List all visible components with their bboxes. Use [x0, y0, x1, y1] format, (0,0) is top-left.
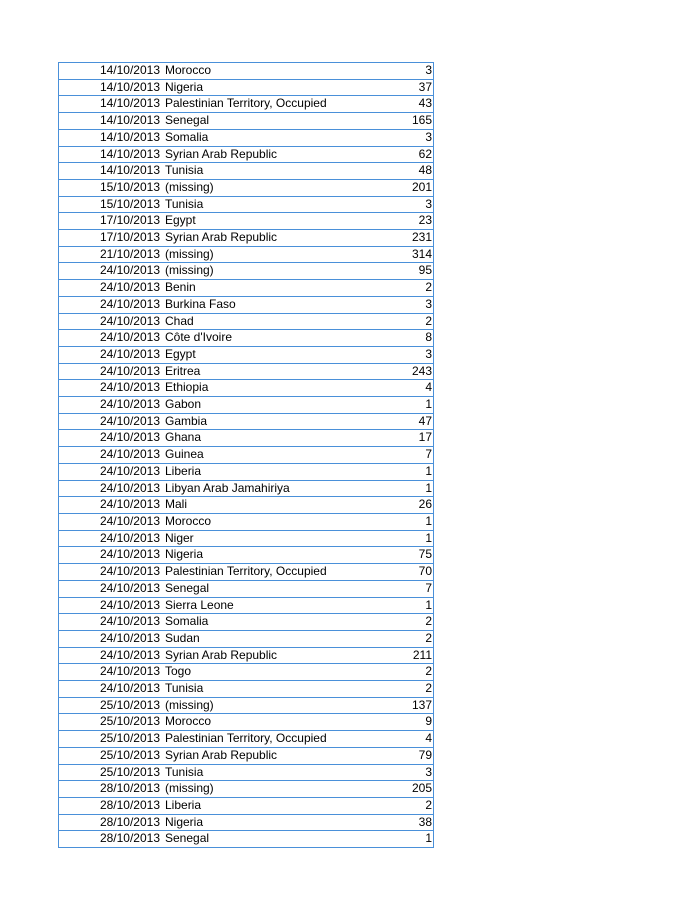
date-cell: 15/10/2013 — [59, 179, 165, 196]
date-cell: 14/10/2013 — [59, 79, 165, 96]
count-cell: 38 — [385, 814, 434, 831]
country-cell: Senegal — [164, 831, 385, 848]
table-row — [59, 781, 434, 798]
country-cell: Liberia — [164, 797, 385, 814]
date-cell: 24/10/2013 — [59, 580, 165, 597]
table-row — [59, 246, 434, 263]
count-cell: 2 — [385, 313, 434, 330]
date-cell: 24/10/2013 — [59, 513, 165, 530]
country-cell: Guinea — [164, 447, 385, 464]
count-cell: 2 — [385, 280, 434, 297]
table-row — [59, 831, 434, 848]
count-cell: 231 — [385, 230, 434, 247]
country-cell: Libyan Arab Jamahiriya — [164, 480, 385, 497]
country-cell: Liberia — [164, 463, 385, 480]
date-cell: 24/10/2013 — [59, 397, 165, 414]
country-cell: Ethiopia — [164, 380, 385, 397]
count-cell: 2 — [385, 664, 434, 681]
count-cell: 79 — [385, 747, 434, 764]
date-cell: 24/10/2013 — [59, 430, 165, 447]
country-cell: Tunisia — [164, 681, 385, 698]
country-cell: Somalia — [164, 129, 385, 146]
count-cell: 75 — [385, 547, 434, 564]
table-row — [59, 580, 434, 597]
table-row — [59, 530, 434, 547]
table-row — [59, 430, 434, 447]
table-row — [59, 614, 434, 631]
country-cell: Gabon — [164, 397, 385, 414]
date-cell: 25/10/2013 — [59, 764, 165, 781]
count-cell: 4 — [385, 731, 434, 748]
date-cell: 14/10/2013 — [59, 129, 165, 146]
date-cell: 24/10/2013 — [59, 630, 165, 647]
table-body — [59, 63, 434, 848]
count-cell: 243 — [385, 363, 434, 380]
date-cell: 24/10/2013 — [59, 681, 165, 698]
date-cell: 24/10/2013 — [59, 313, 165, 330]
country-cell: Chad — [164, 313, 385, 330]
country-cell: Ghana — [164, 430, 385, 447]
country-cell: Syrian Arab Republic — [164, 146, 385, 163]
table-row — [59, 647, 434, 664]
table-row — [59, 731, 434, 748]
date-cell: 17/10/2013 — [59, 213, 165, 230]
date-cell: 24/10/2013 — [59, 413, 165, 430]
table-row — [59, 397, 434, 414]
date-cell: 24/10/2013 — [59, 263, 165, 280]
country-cell: (missing) — [164, 179, 385, 196]
date-cell: 14/10/2013 — [59, 96, 165, 113]
country-cell: Senegal — [164, 580, 385, 597]
table-row — [59, 747, 434, 764]
country-cell: Tunisia — [164, 764, 385, 781]
date-cell: 24/10/2013 — [59, 363, 165, 380]
count-cell: 205 — [385, 781, 434, 798]
count-cell: 23 — [385, 213, 434, 230]
count-cell: 1 — [385, 530, 434, 547]
count-cell: 3 — [385, 63, 434, 80]
date-cell: 25/10/2013 — [59, 747, 165, 764]
table-row — [59, 764, 434, 781]
count-cell: 62 — [385, 146, 434, 163]
count-cell: 70 — [385, 564, 434, 581]
table-row — [59, 413, 434, 430]
country-cell: Syrian Arab Republic — [164, 230, 385, 247]
date-cell: 24/10/2013 — [59, 296, 165, 313]
date-cell: 24/10/2013 — [59, 330, 165, 347]
count-cell: 2 — [385, 630, 434, 647]
table-row — [59, 163, 434, 180]
country-cell: Syrian Arab Republic — [164, 747, 385, 764]
count-cell: 9 — [385, 714, 434, 731]
date-cell: 14/10/2013 — [59, 113, 165, 130]
date-cell: 25/10/2013 — [59, 714, 165, 731]
date-cell: 24/10/2013 — [59, 564, 165, 581]
count-cell: 1 — [385, 463, 434, 480]
country-cell: Eritrea — [164, 363, 385, 380]
date-cell: 28/10/2013 — [59, 831, 165, 848]
country-cell: Mali — [164, 497, 385, 514]
count-cell: 95 — [385, 263, 434, 280]
date-cell: 24/10/2013 — [59, 547, 165, 564]
table-row — [59, 96, 434, 113]
country-cell: Palestinian Territory, Occupied — [164, 96, 385, 113]
country-cell: Egypt — [164, 346, 385, 363]
country-cell: Sierra Leone — [164, 597, 385, 614]
table-row — [59, 814, 434, 831]
table-row — [59, 79, 434, 96]
date-cell: 14/10/2013 — [59, 63, 165, 80]
table-row — [59, 280, 434, 297]
country-cell: Morocco — [164, 63, 385, 80]
date-cell: 24/10/2013 — [59, 380, 165, 397]
table-row — [59, 597, 434, 614]
table-row — [59, 697, 434, 714]
table-row — [59, 681, 434, 698]
count-cell: 3 — [385, 764, 434, 781]
country-cell: (missing) — [164, 263, 385, 280]
count-cell: 3 — [385, 129, 434, 146]
table-row — [59, 380, 434, 397]
date-cell: 24/10/2013 — [59, 597, 165, 614]
count-cell: 2 — [385, 681, 434, 698]
date-cell: 21/10/2013 — [59, 246, 165, 263]
table-row — [59, 63, 434, 80]
table-row — [59, 346, 434, 363]
count-cell: 7 — [385, 447, 434, 464]
country-cell: Benin — [164, 280, 385, 297]
date-cell: 28/10/2013 — [59, 797, 165, 814]
count-cell: 4 — [385, 380, 434, 397]
count-cell: 3 — [385, 296, 434, 313]
table-row — [59, 146, 434, 163]
date-cell: 14/10/2013 — [59, 146, 165, 163]
date-cell: 17/10/2013 — [59, 230, 165, 247]
date-cell: 14/10/2013 — [59, 163, 165, 180]
table-row — [59, 447, 434, 464]
date-cell: 24/10/2013 — [59, 280, 165, 297]
country-cell: Gambia — [164, 413, 385, 430]
count-cell: 26 — [385, 497, 434, 514]
date-cell: 24/10/2013 — [59, 614, 165, 631]
country-cell: Nigeria — [164, 814, 385, 831]
country-cell: (missing) — [164, 781, 385, 798]
table-row — [59, 564, 434, 581]
count-cell: 1 — [385, 480, 434, 497]
country-cell: Niger — [164, 530, 385, 547]
count-cell: 2 — [385, 797, 434, 814]
date-cell: 25/10/2013 — [59, 731, 165, 748]
country-cell: Nigeria — [164, 79, 385, 96]
count-cell: 211 — [385, 647, 434, 664]
country-cell: Morocco — [164, 513, 385, 530]
table-row — [59, 497, 434, 514]
table-row — [59, 113, 434, 130]
date-cell: 28/10/2013 — [59, 781, 165, 798]
table-row — [59, 330, 434, 347]
date-cell: 24/10/2013 — [59, 480, 165, 497]
count-cell: 1 — [385, 831, 434, 848]
country-cell: Nigeria — [164, 547, 385, 564]
country-cell: (missing) — [164, 246, 385, 263]
table-row — [59, 313, 434, 330]
count-cell: 1 — [385, 397, 434, 414]
country-cell: Sudan — [164, 630, 385, 647]
date-cell: 24/10/2013 — [59, 346, 165, 363]
count-cell: 37 — [385, 79, 434, 96]
country-cell: Senegal — [164, 113, 385, 130]
count-cell: 47 — [385, 413, 434, 430]
country-cell: Syrian Arab Republic — [164, 647, 385, 664]
count-cell: 314 — [385, 246, 434, 263]
country-cell: Egypt — [164, 213, 385, 230]
date-cell: 24/10/2013 — [59, 530, 165, 547]
table-row — [59, 179, 434, 196]
country-cell: Burkina Faso — [164, 296, 385, 313]
table-row — [59, 363, 434, 380]
count-cell: 3 — [385, 346, 434, 363]
date-cell: 24/10/2013 — [59, 647, 165, 664]
table-row — [59, 547, 434, 564]
table-row — [59, 714, 434, 731]
count-cell: 165 — [385, 113, 434, 130]
date-cell: 24/10/2013 — [59, 447, 165, 464]
date-cell: 24/10/2013 — [59, 664, 165, 681]
count-cell: 8 — [385, 330, 434, 347]
country-cell: Tunisia — [164, 163, 385, 180]
country-cell: Côte d'Ivoire — [164, 330, 385, 347]
table-row — [59, 196, 434, 213]
date-cell: 28/10/2013 — [59, 814, 165, 831]
table-row — [59, 129, 434, 146]
table-row — [59, 664, 434, 681]
date-cell: 24/10/2013 — [59, 463, 165, 480]
country-cell: Somalia — [164, 614, 385, 631]
count-cell: 2 — [385, 614, 434, 631]
table-row — [59, 797, 434, 814]
count-cell: 137 — [385, 697, 434, 714]
table-row — [59, 230, 434, 247]
table-row — [59, 263, 434, 280]
date-cell: 25/10/2013 — [59, 697, 165, 714]
count-cell: 17 — [385, 430, 434, 447]
data-table — [58, 62, 434, 848]
count-cell: 43 — [385, 96, 434, 113]
country-cell: Tunisia — [164, 196, 385, 213]
date-cell: 24/10/2013 — [59, 497, 165, 514]
country-cell: Togo — [164, 664, 385, 681]
count-cell: 1 — [385, 597, 434, 614]
count-cell: 48 — [385, 163, 434, 180]
country-cell: (missing) — [164, 697, 385, 714]
table-row — [59, 296, 434, 313]
country-cell: Palestinian Territory, Occupied — [164, 564, 385, 581]
country-cell: Palestinian Territory, Occupied — [164, 731, 385, 748]
country-cell: Morocco — [164, 714, 385, 731]
table-row — [59, 463, 434, 480]
count-cell: 201 — [385, 179, 434, 196]
count-cell: 1 — [385, 513, 434, 530]
table-row — [59, 213, 434, 230]
table-row — [59, 480, 434, 497]
date-cell: 15/10/2013 — [59, 196, 165, 213]
count-cell: 3 — [385, 196, 434, 213]
table-row — [59, 513, 434, 530]
table-row — [59, 630, 434, 647]
count-cell: 7 — [385, 580, 434, 597]
